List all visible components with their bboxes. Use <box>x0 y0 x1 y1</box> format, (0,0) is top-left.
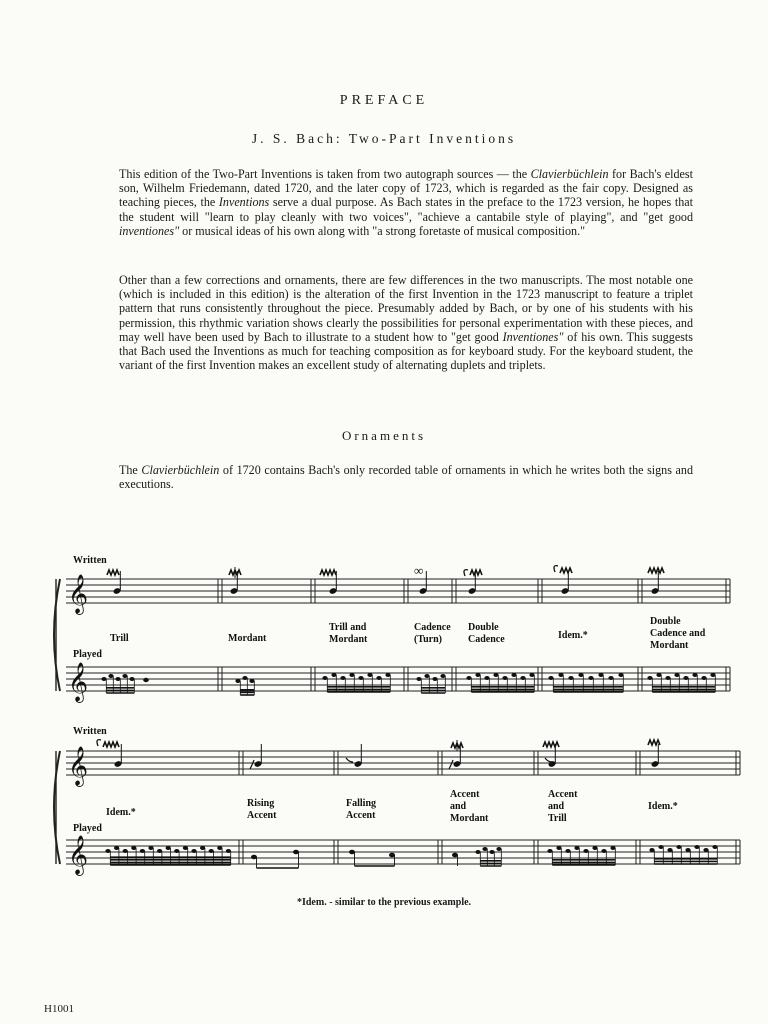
played-note-head <box>115 677 120 681</box>
played-note-head <box>322 676 327 680</box>
ornament-label: Mordant <box>650 640 689 651</box>
written-label: Written <box>73 555 107 566</box>
played-note-head <box>588 676 593 680</box>
played-note-head <box>674 673 679 677</box>
played-note-head <box>385 673 390 677</box>
played-note-head <box>568 676 573 680</box>
played-note-head <box>601 849 606 853</box>
played-note-head <box>547 849 552 853</box>
text-run: This edition of the Two-Part Inventions is taken from two autograph sources — the <box>119 167 531 181</box>
played-note-head <box>574 846 579 850</box>
played-note-head <box>166 846 171 850</box>
played-note-head <box>558 673 563 677</box>
played-note-head <box>209 849 214 853</box>
played-note-head <box>565 849 570 853</box>
accent-icon <box>545 758 552 762</box>
played-note-head <box>340 676 345 680</box>
played-note-head <box>475 673 480 677</box>
played-note-head <box>367 673 372 677</box>
played-note-head <box>466 676 471 680</box>
text-run: Other than a few corrections and ornaments, there are few differences in the two manuscripts. The most notable one (which is included in this edition) is the alteration of the first Invention in the 1723 manuscript to feature a triplet pattern that runs consistently throughout the piece. Presumably added by Bach, or by one of his students with his permission, this rhythmic variation shows clearly the possibilities for personal experimentation with these pieces, and may well have been used by Bach to illustrate to a student how to "get good <box>119 273 693 344</box>
played-note-head <box>592 846 597 850</box>
ornament-label: Accent <box>450 789 480 800</box>
hook-sign-icon <box>554 566 558 572</box>
italic-run: Clavierbüchlein <box>141 463 220 477</box>
played-note-head <box>105 849 110 853</box>
played-note-head <box>331 673 336 677</box>
accent-icon <box>449 760 453 769</box>
played-note-head <box>416 677 421 681</box>
played-note-head <box>122 674 127 678</box>
hook-sign-icon <box>464 570 468 576</box>
played-note-head <box>647 676 652 680</box>
played-note-head <box>123 849 128 853</box>
trill-sign-icon <box>107 570 119 575</box>
played-label: Played <box>73 649 102 660</box>
ornaments-heading: Ornaments <box>341 428 427 443</box>
played-note-head <box>249 679 254 683</box>
played-note-head <box>242 676 247 680</box>
page-title: PREFACE <box>339 93 429 108</box>
ornament-label: Double <box>650 616 681 627</box>
played-note-head <box>101 677 106 681</box>
footnote: *Idem. - similar to the previous example. <box>296 897 472 908</box>
played-note-head <box>692 673 697 677</box>
italic-run: Inventions <box>218 195 270 210</box>
brace-icon <box>54 751 60 864</box>
trill-mordant-sign-icon <box>320 570 336 575</box>
falling-accent-icon <box>346 758 353 762</box>
ornament-label: Idem.* <box>558 630 588 641</box>
ornament-label: Accent <box>548 789 578 800</box>
played-note-head <box>656 673 661 677</box>
page-subtitle: J. S. Bach: Two-Part Inventions <box>251 131 517 146</box>
played-note-head <box>440 674 445 678</box>
trill-sign-icon <box>103 742 119 747</box>
ornament-label: Idem.* <box>648 801 678 812</box>
played-note-head <box>148 846 153 850</box>
ornament-label: Rising <box>247 798 275 809</box>
played-note-head <box>583 849 588 853</box>
played-note-head <box>358 676 363 680</box>
played-note-head <box>226 849 231 853</box>
played-note-head <box>493 673 498 677</box>
played-note-head <box>157 849 162 853</box>
ornament-label: Accent <box>346 810 376 821</box>
played-note-head <box>520 676 525 680</box>
played-note-head <box>710 673 715 677</box>
played-note-head <box>482 847 487 851</box>
ornament-label: Idem.* <box>106 807 136 818</box>
played-note-head <box>143 678 149 682</box>
treble-clef-icon: 𝄞 <box>68 576 89 613</box>
played-note-head <box>667 848 672 852</box>
played-note-head <box>200 846 205 850</box>
played-note-head <box>610 846 615 850</box>
played-note-head <box>529 673 534 677</box>
ornament-label: and <box>450 801 467 812</box>
ornament-label: Double <box>468 622 499 633</box>
played-note-head <box>578 673 583 677</box>
double-cadence-mordant-sign-icon <box>648 568 664 573</box>
italic-run: Clavierbüchlein <box>530 167 609 181</box>
played-note-head <box>511 673 516 677</box>
played-note-head <box>114 846 119 850</box>
text-run: serve a dual purpose. As Bach states in the preface to the 1723 version, he hopes that the student will "learn to play cleanly with two voices", "achieve a cantabile style of playing", and "get good <box>119 195 693 224</box>
played-note-head <box>484 676 489 680</box>
ornament-label: Cadence <box>414 622 451 633</box>
played-note-head <box>174 849 179 853</box>
played-note-head <box>131 846 136 850</box>
played-note-head <box>217 846 222 850</box>
played-note-head <box>676 845 681 849</box>
played-note-head <box>129 677 134 681</box>
played-note-head <box>349 673 354 677</box>
rising-accent-icon <box>250 760 254 769</box>
ornament-label: Trill <box>548 813 567 824</box>
treble-clef-icon: 𝄞 <box>68 837 89 874</box>
played-note-head <box>665 676 670 680</box>
idem-sign-icon <box>560 568 572 573</box>
played-note-head <box>658 845 663 849</box>
treble-clef-icon: 𝄞 <box>68 748 89 785</box>
ornament-label: Trill <box>110 633 129 644</box>
brace-icon <box>54 579 60 691</box>
text-run: for Bach's eldest son, Wilhelm Friedemann, dated 1720, and the later copy of 1723, which is regarded as the fair copy. Designed as teaching pieces, the <box>119 167 693 210</box>
played-note-head <box>489 850 494 854</box>
double-cadence-sign-icon <box>470 570 482 575</box>
played-note-head <box>694 845 699 849</box>
played-note-head <box>191 849 196 853</box>
catalog-number: H1001 <box>44 1003 74 1015</box>
played-note-head <box>712 845 717 849</box>
hook-sign-icon <box>97 740 101 746</box>
played-note-head <box>235 679 240 683</box>
ornament-label: Cadence <box>468 634 505 645</box>
treble-clef-icon: 𝄞 <box>68 664 89 701</box>
text-run: of his own. This suggests that Bach used the Inventions as much for teaching composition as for keyboard study. For the keyboard student, the variant of the first Invention makes an excellent study of alternating duplets and triplets. <box>119 329 693 373</box>
played-note-head <box>556 846 561 850</box>
played-note-head <box>649 848 654 852</box>
written-label: Written <box>73 726 107 737</box>
ornament-label: Mordant <box>329 634 368 645</box>
accent-trill-sign-icon <box>543 742 559 747</box>
played-note-head <box>683 676 688 680</box>
played-note-head <box>701 676 706 680</box>
ornament-label: Falling <box>346 798 377 809</box>
ornament-label: and <box>548 801 565 812</box>
ornament-label: Trill and <box>329 622 367 633</box>
played-note-head <box>685 848 690 852</box>
played-note-head <box>502 676 507 680</box>
ornament-label: Cadence and <box>650 628 706 639</box>
text-run: of 1720 contains Bach's only recorded table of ornaments in which he writes both the signs and executions. <box>119 463 693 492</box>
italic-run: Inventiones" <box>502 329 564 344</box>
played-note-head <box>548 676 553 680</box>
played-note-head <box>618 673 623 677</box>
played-note-head <box>598 673 603 677</box>
played-note-head <box>496 847 501 851</box>
played-note-head <box>424 674 429 678</box>
played-note-head <box>376 676 381 680</box>
italic-run: inventiones" <box>119 223 180 238</box>
turn-sign-icon: ∞ <box>414 563 424 578</box>
ornament-label: Accent <box>247 810 277 821</box>
ornament-label: Mordant <box>228 633 267 644</box>
text-run: or musical ideas of his own along with "a strong foretaste of musical composition." <box>179 223 586 238</box>
text-run: The <box>119 463 142 477</box>
played-note-head <box>108 674 113 678</box>
played-note-head <box>475 850 480 854</box>
played-note-head <box>432 677 437 681</box>
played-note-head <box>140 849 145 853</box>
ornament-label: (Turn) <box>414 634 442 645</box>
played-note-head <box>703 848 708 852</box>
played-label: Played <box>73 823 102 834</box>
ornament-label: Mordant <box>450 813 489 824</box>
played-note-head <box>183 846 188 850</box>
played-note-head <box>608 676 613 680</box>
